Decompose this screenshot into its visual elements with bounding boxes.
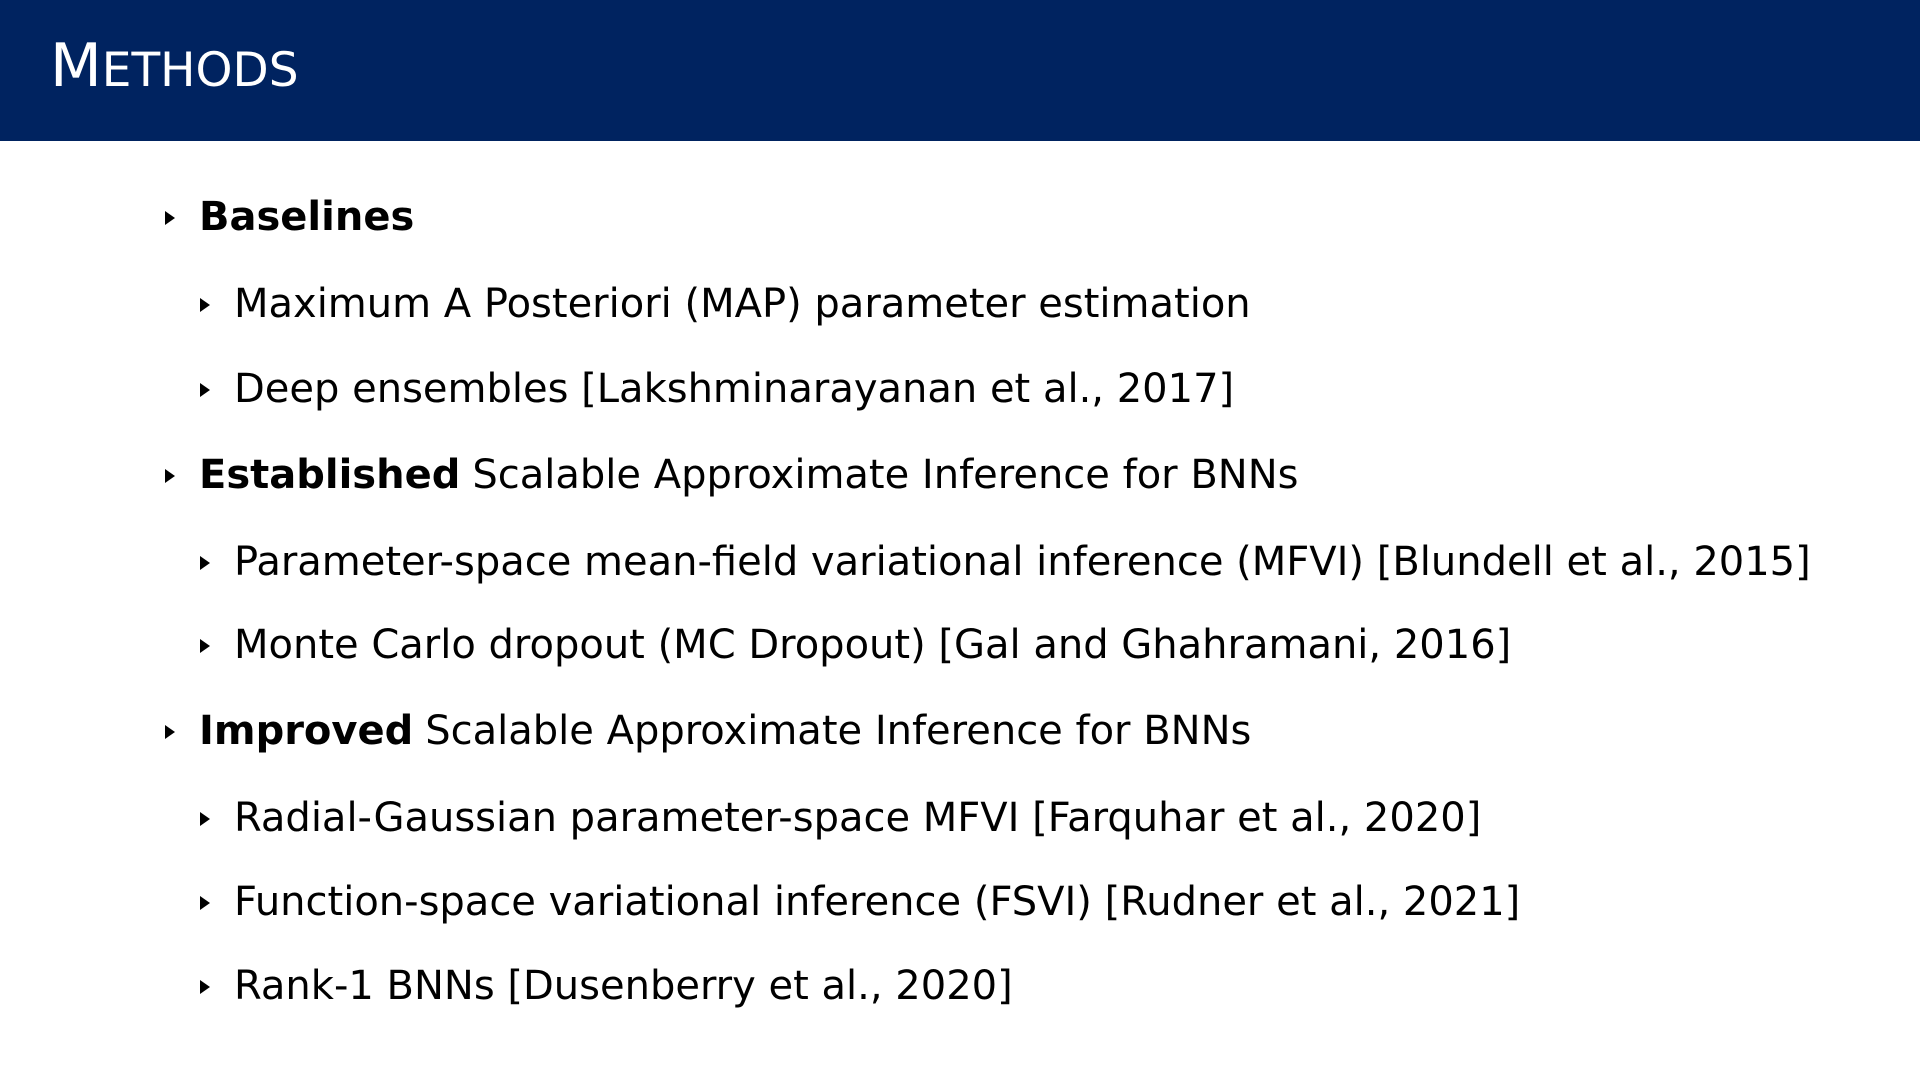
triangle-bullet-icon (200, 812, 210, 826)
bullet-item-text: Function-space variational inference (FSVI) [Rudner et al., 2021] (234, 879, 1521, 925)
bullet-item-mc-dropout (200, 621, 1511, 669)
triangle-bullet-icon (165, 469, 175, 483)
triangle-bullet-icon (165, 211, 175, 225)
bullet-item-text: Scalable Approximate Inference for BNNs (472, 452, 1299, 498)
bullet-item-rank1 (200, 962, 1013, 1010)
bullet-item-text: Rank-1 BNNs [Dusenberry et al., 2020] (234, 963, 1013, 1009)
bullet-item-text: Deep ensembles [Lakshminarayanan et al., 2017] (234, 366, 1235, 412)
bullet-item-text: Scalable Approximate Inference for BNNs (425, 708, 1252, 754)
bullet-item-deep-ensembles (200, 365, 1234, 413)
slide-title-initial: M (50, 31, 102, 101)
triangle-bullet-icon (165, 725, 175, 739)
bullet-item-mfvi (200, 538, 1811, 586)
bullet-item-bold: Improved (199, 708, 414, 754)
triangle-bullet-icon (200, 639, 210, 653)
bullet-item-radial-gaussian (200, 794, 1481, 842)
triangle-bullet-icon (200, 980, 210, 994)
slide-title (50, 30, 299, 107)
triangle-bullet-icon (200, 383, 210, 397)
bullet-item-baselines (165, 193, 414, 241)
bullet-item-improved (165, 707, 1251, 755)
bullet-item-text: Parameter-space mean-field variational inference (MFVI) [Blundell et al., 2015] (234, 539, 1811, 585)
bullet-item-map (200, 280, 1251, 328)
triangle-bullet-icon (200, 298, 210, 312)
bullet-item-established (165, 451, 1298, 499)
slide-title-rest: ETHODS (101, 43, 299, 98)
bullet-item-bold: Established (199, 452, 461, 498)
bullet-item-bold: Baselines (199, 194, 415, 240)
title-bar (0, 0, 1920, 141)
triangle-bullet-icon (200, 896, 210, 910)
bullet-item-fsvi (200, 878, 1520, 926)
bullet-item-text: Monte Carlo dropout (MC Dropout) [Gal and Ghahramani, 2016] (234, 622, 1512, 668)
triangle-bullet-icon (200, 556, 210, 570)
bullet-item-text: Radial-Gaussian parameter-space MFVI [Farquhar et al., 2020] (234, 795, 1482, 841)
bullet-item-text: Maximum A Posteriori (MAP) parameter estimation (234, 281, 1251, 327)
